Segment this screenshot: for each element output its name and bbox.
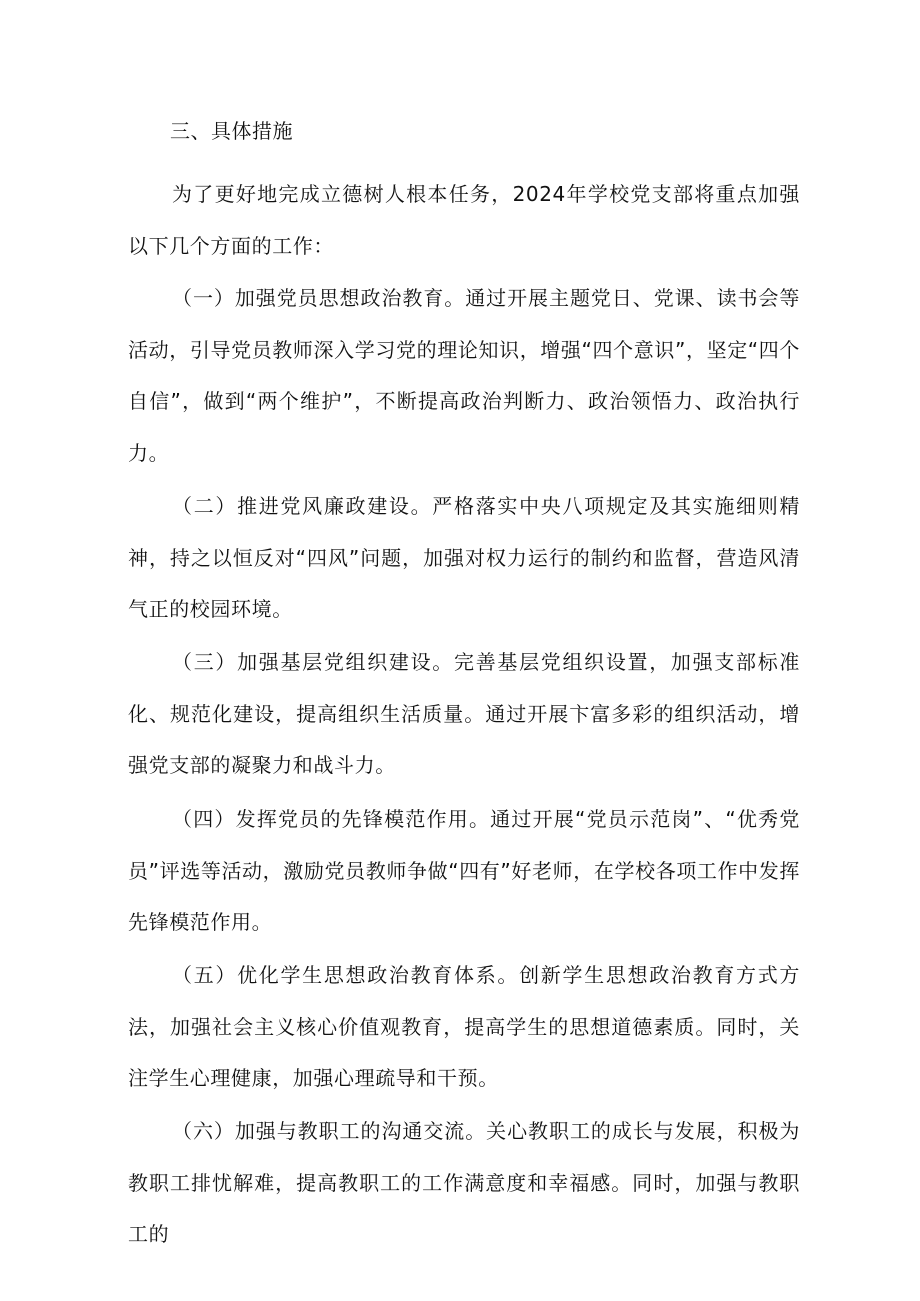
measure-paragraph-1: （一）加强党员思想政治教育。通过开展主题党日、党课、读书会等活动，引导党员教师深入学习党的理论知识，增强“四个意识”，坚定“四个自信”，做到“两个维护”，不断提高政治判断力、政治领悟力、政治执行力。 — [128, 286, 800, 465]
intro-paragraph: 为了更好地完成立德树人根本任务，2024年学校党支部将重点加强以下几个方面的工作： — [128, 182, 800, 258]
measure-paragraph-4: （四）发挥党员的先锋模范作用。通过开展“党员示范岗”、“优秀党员”评选等活动，激励党员教师争做“四有”好老师，在学校各项工作中发挥先锋模范作用。 — [128, 807, 800, 934]
measure-paragraph-6: （六）加强与教职工的沟通交流。关心教职工的成长与发展，积极为教职工排忧解难，提高教职工的工作满意度和幸福感。同时，加强与教职工的 — [128, 1119, 800, 1246]
measure-paragraph-5: （五）优化学生思想政治教育体系。创新学生思想政治教育方式方法，加强社会主义核心价值观教育，提高学生的思想道德素质。同时，关注学生心理健康，加强心理疏导和干预。 — [128, 963, 800, 1090]
measure-paragraph-3: （三）加强基层党组织建设。完善基层党组织设置，加强支部标准化、规范化建设，提高组织生活质量。通过开展卞富多彩的组织活动，增强党支部的凝聚力和战斗力。 — [128, 650, 800, 777]
measure-paragraph-2: （二）推进党风廉政建设。严格落实中央八项规定及其实施细则精神，持之以恒反对“四风”问题，加强对权力运行的制约和监督，营造风清气正的校园环境。 — [128, 494, 800, 621]
section-heading: 三、具体措施 — [170, 119, 293, 143]
